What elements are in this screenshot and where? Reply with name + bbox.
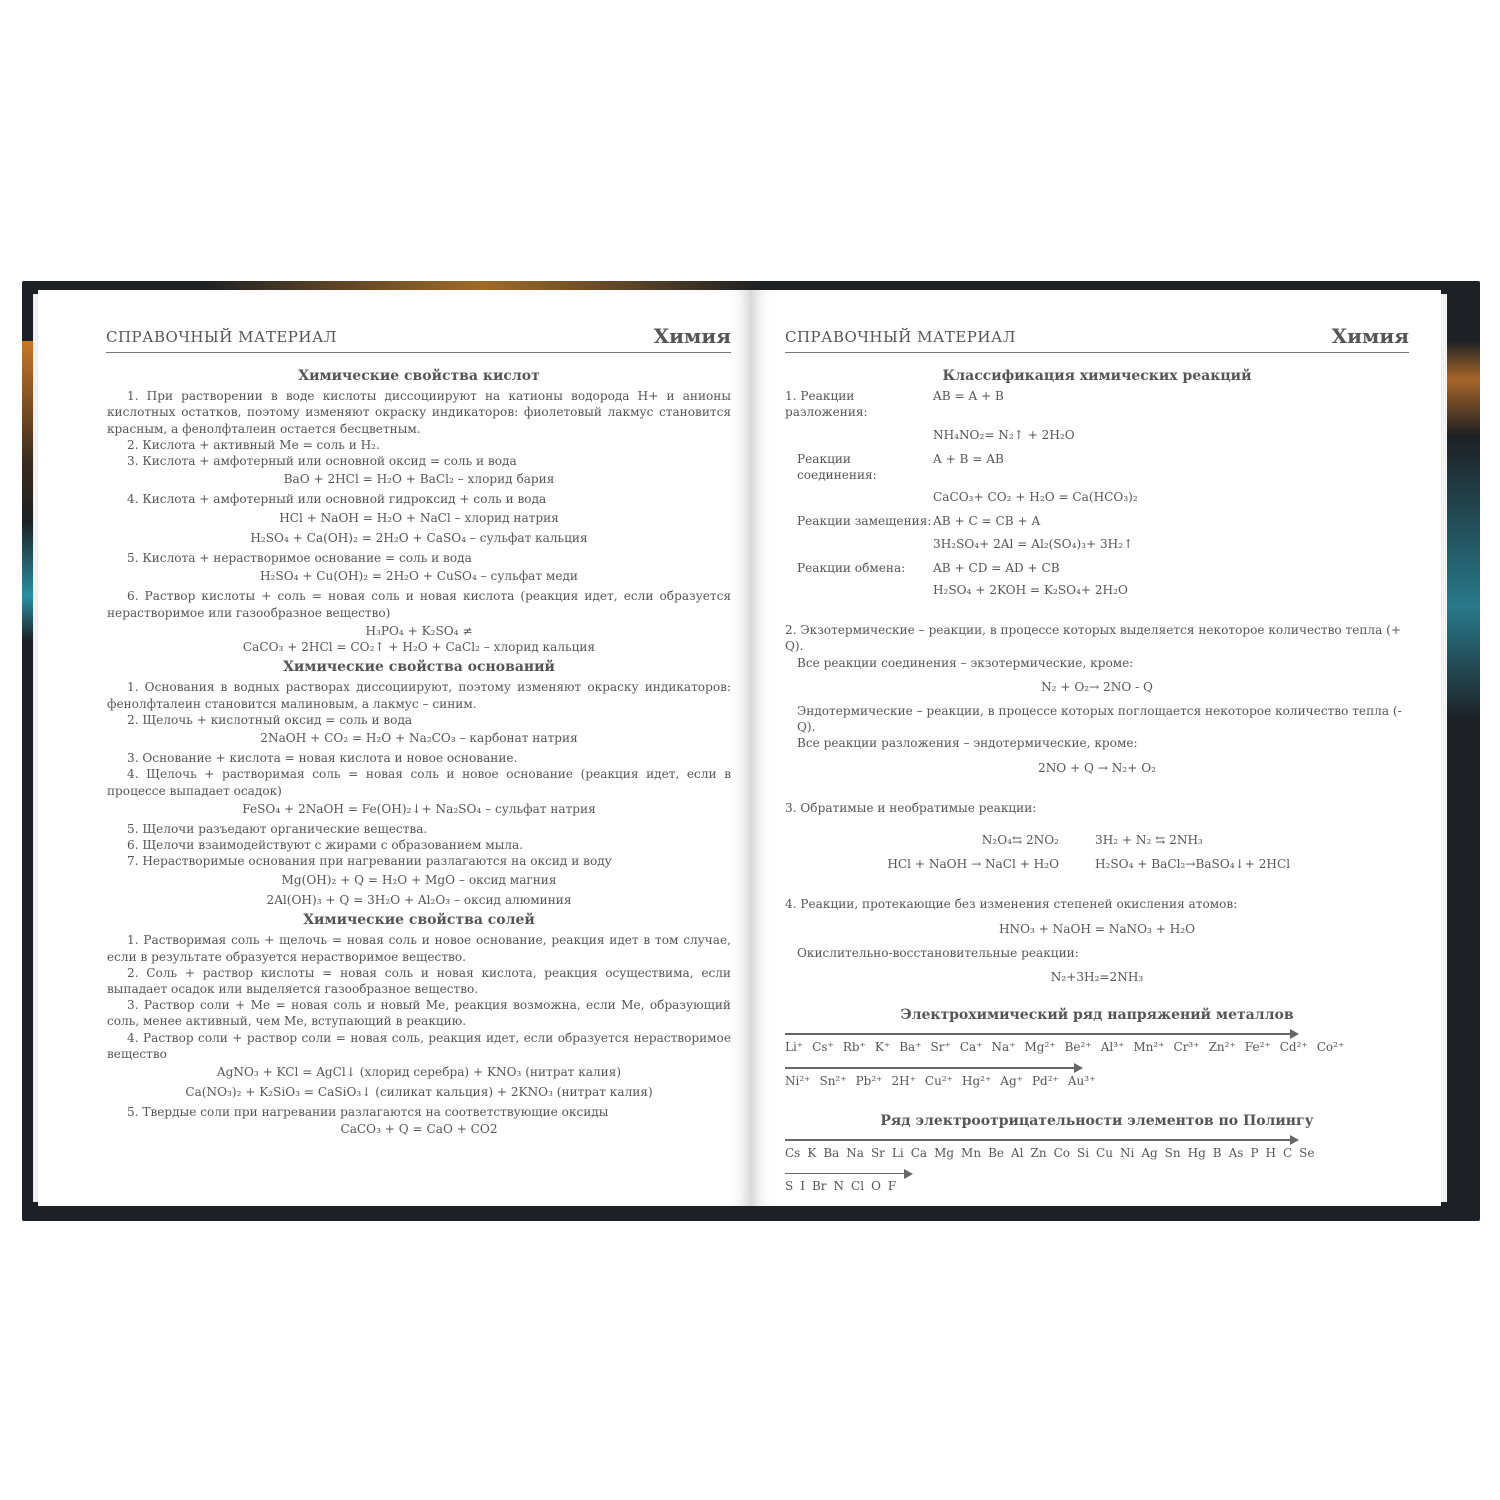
- element-symbol: F: [887, 1179, 897, 1194]
- element-symbol: Sn: [1164, 1145, 1181, 1160]
- section-title: Химические свойства кислот: [298, 368, 540, 384]
- page-header: [106, 326, 731, 353]
- paragraph: 2. Кислота + активный Ме = соль и H₂.: [127, 437, 380, 452]
- right-page: [751, 290, 1441, 1206]
- element-symbol: Ag: [1141, 1145, 1158, 1160]
- element-symbol: N: [833, 1179, 845, 1194]
- equation: FeSO₄ + 2NaOH = Fe(OH)₂↓+ Na₂SO₄ – сульфат натрия: [242, 801, 596, 816]
- paragraph: 1. Основания в водных растворах диссоциируют, поэтому изменяют окраску индикаторов: фенолфталеин становится малиновым, а лакмус – синим.: [107, 680, 731, 711]
- element-symbol: Br: [811, 1179, 827, 1194]
- element-symbol: Mg: [934, 1145, 955, 1160]
- element-symbol: K⁺: [874, 1039, 891, 1054]
- element-symbol: Hg: [1187, 1145, 1206, 1160]
- header-ref: СПРАВОЧНЫЙ МАТЕРИАЛ: [106, 328, 337, 346]
- element-symbol: Ca⁺: [959, 1039, 983, 1054]
- element-symbol: Sr⁺: [930, 1039, 951, 1054]
- equation: 3H₂ + N₂ ⇆ 2NH₃: [1095, 833, 1203, 848]
- element-symbol: Ni: [1119, 1145, 1135, 1160]
- metals-series: [785, 1039, 1409, 1055]
- paragraph: 3. Основание + кислота = новая кислота и новое основание.: [127, 751, 518, 766]
- equation: BaO + 2HCl = H₂O + BaCl₂ – хлорид бария: [283, 472, 555, 487]
- page-header: [785, 326, 1409, 353]
- paragraph: 5. Кислота + нерастворимое основание = соль и вода: [127, 551, 472, 566]
- element-symbol: Zn: [1030, 1145, 1047, 1160]
- element-symbol: Zn²⁺: [1208, 1039, 1236, 1054]
- element-symbol: Mn: [961, 1145, 982, 1160]
- paragraph: 1. При растворении в воде кислоты диссоциируют на катионы водорода H+ и анионы кислотных остатков, поэтому изменяют окраску индикаторов: фиолетовый лакмус становится красным, а фенолфталеин остается бесцветным.: [107, 389, 731, 436]
- paragraph: 2. Соль + раствор кислоты = новая соль и новая кислота, реакция осуществима, если выпадает осадок или выделяется газообразное вещество.: [107, 965, 731, 996]
- element-symbol: Mg²⁺: [1024, 1039, 1056, 1054]
- reaction-type: [785, 388, 1409, 420]
- equation: CaCO₃ + 2HCl = CO₂↑ + H₂O + CaCl₂ – хлорид кальция: [242, 640, 596, 655]
- element-symbol: Mn²⁺: [1133, 1039, 1165, 1054]
- element-symbol: K: [807, 1145, 817, 1160]
- reaction-scheme: AB = A + B: [933, 389, 1004, 404]
- paragraph: Все реакции соединения – экзотермические, кроме:: [797, 655, 1134, 670]
- equation-pair: [785, 832, 1409, 848]
- element-symbol: 2H⁺: [891, 1073, 916, 1088]
- reaction-label: Реакции замещения:: [797, 514, 932, 529]
- element-symbol: Fe²⁺: [1244, 1039, 1271, 1054]
- equation: H₃PO₄ + K₂SO₄ ≠: [365, 623, 473, 638]
- paragraph: 6. Раствор кислоты + соль = новая соль и новая кислота (реакция идет, если образуется нерастворимое или газообразное вещество): [107, 589, 731, 620]
- element-symbol: Cd²⁺: [1279, 1039, 1308, 1054]
- element-symbol: Co²⁺: [1316, 1039, 1345, 1054]
- metals-series: [785, 1073, 1409, 1089]
- reaction-scheme: AB + CD = AD + CB: [933, 560, 1060, 575]
- page-content: [107, 366, 731, 1141]
- section-title: Химические свойства солей: [303, 912, 535, 929]
- reaction-type: [785, 560, 1409, 576]
- paragraph: 1. Растворимая соль + щелочь = новая соль и новое основание, реакция идет в том случае, если в результате образуется нерастворимое вещество.: [107, 933, 731, 964]
- element-symbol: Cu²⁺: [924, 1073, 953, 1088]
- equation: CaCO₃ + Q = CaO + CO2: [340, 1121, 498, 1136]
- element-symbol: Ca: [910, 1145, 928, 1160]
- element-symbol: S: [785, 1179, 794, 1194]
- element-symbol: P: [1250, 1145, 1259, 1160]
- element-symbol: Sr: [870, 1145, 885, 1160]
- equation: Ca(NO₃)₂ + K₂SiO₃ = CaSiO₃↓ (силикат кальция) + 2KNO₃ (нитрат калия): [185, 1085, 653, 1100]
- element-symbol: Cs⁺: [812, 1039, 834, 1054]
- element-symbol: Cs: [785, 1145, 801, 1160]
- equation: Mg(OH)₂ + Q = H₂O + MgO – оксид магния: [281, 872, 557, 887]
- equation: NH₄NO₂= N₂↑ + 2H₂O: [933, 427, 1075, 442]
- element-symbol: Na: [846, 1145, 864, 1160]
- left-page: [38, 290, 751, 1206]
- element-symbol: C: [1282, 1145, 1293, 1160]
- element-symbol: Cr³⁺: [1173, 1039, 1200, 1054]
- equation: 2NaOH + CO₂ = H₂O + Na₂CO₃ – карбонат натрия: [260, 731, 578, 746]
- element-symbol: Be²⁺: [1064, 1039, 1092, 1054]
- page-edges: [1441, 294, 1447, 1202]
- element-symbol: Sn²⁺: [819, 1073, 847, 1088]
- element-symbol: B: [1212, 1145, 1222, 1160]
- section-title: Классификация химических реакций: [942, 368, 1252, 384]
- equation: HCl + NaOH → NaCl + H₂O: [887, 857, 1059, 872]
- reaction-scheme: AB + C = CB + A: [933, 514, 1041, 529]
- element-symbol: O: [871, 1179, 881, 1194]
- paragraph: 4. Щелочь + растворимая соль = новая соль и новое основание (реакция идет, если в процессе выпадает осадок): [107, 767, 731, 798]
- page-content: [785, 366, 1409, 1195]
- paragraph: 4. Раствор соли + раствор соли = новая соль, реакция идет, если образуется нерастворимое вещество: [107, 1030, 731, 1061]
- section-title: Химические свойства оснований: [283, 659, 555, 676]
- reaction-label: 1. Реакции разложения:: [785, 389, 868, 420]
- element-symbol: Ba: [823, 1145, 840, 1160]
- element-symbol: Ni²⁺: [785, 1073, 811, 1088]
- element-symbol: Ba⁺: [899, 1039, 922, 1054]
- equation: N₂+3H₂=2NH₃: [1050, 970, 1144, 985]
- element-symbol: Se: [1299, 1145, 1315, 1160]
- paragraph: 4. Кислота + амфотерный или основной гидроксид + соль и вода: [127, 492, 547, 507]
- equation: HCl + NaOH = H₂O + NaCl – хлорид натрия: [279, 510, 559, 525]
- equation: 2Al(OH)₃ + Q = 3H₂O + Al₂O₃ – оксид алюминия: [266, 892, 572, 907]
- equation: AgNO₃ + KCl = AgCl↓ (хлорид серебра) + KNO₃ (нитрат калия): [216, 1064, 622, 1079]
- element-symbol: Rb⁺: [842, 1039, 866, 1054]
- reaction-type: [785, 451, 1409, 483]
- element-symbol: Al: [1010, 1145, 1024, 1160]
- paragraph: 3. Раствор соли + Ме = новая соль и новый Ме, реакция возможна, если Ме, образующий соль, менее активный, чем Ме, вступающий в реакцию.: [107, 998, 731, 1029]
- paragraph: 5. Твердые соли при нагревании разлагаются на соответствующие оксиды: [127, 1105, 609, 1120]
- header-ref: СПРАВОЧНЫЙ МАТЕРИАЛ: [785, 328, 1016, 346]
- paragraph: 3. Кислота + амфотерный или основной оксид = соль и вода: [127, 454, 517, 469]
- paragraph: 7. Нерастворимые основания при нагревании разлагаются на оксид и воду: [127, 854, 612, 869]
- paragraph: 5. Щелочи разъедают органические вещества.: [127, 822, 428, 837]
- element-symbol: Co: [1053, 1145, 1070, 1160]
- reaction-type: [785, 513, 1409, 529]
- element-symbol: Na⁺: [991, 1039, 1016, 1054]
- arrow-icon: [785, 1067, 1081, 1069]
- electronegativity-series: [785, 1178, 1409, 1194]
- equation: CaCO₃+ CO₂ + H₂O = Ca(HCO₃)₂: [933, 490, 1138, 505]
- reaction-label: Реакции соединения:: [797, 451, 877, 483]
- section-title: Электрохимический ряд напряжений металлов: [900, 1007, 1294, 1024]
- element-symbol: Cl: [851, 1179, 865, 1194]
- equation: HNO₃ + NaOH = NaNO₃ + H₂O: [998, 921, 1196, 936]
- reaction-label: Реакции обмена:: [797, 560, 906, 575]
- paragraph: 3. Обратимые и необратимые реакции:: [785, 800, 1037, 815]
- header-subject: Химия: [1331, 324, 1409, 348]
- paragraph: Окислительно-восстановительные реакции:: [797, 945, 1079, 960]
- element-symbol: Li: [891, 1145, 904, 1160]
- equation: 2NO + Q → N₂+ O₂: [1038, 760, 1156, 775]
- paragraph: 4. Реакции, протекающие без изменения степеней окисления атомов:: [785, 897, 1238, 912]
- equation: H₂SO₄ + Ca(OH)₂ = 2H₂O + CaSO₄ – сульфат кальция: [250, 530, 588, 545]
- element-symbol: Pd²⁺: [1031, 1073, 1059, 1088]
- reaction-scheme: A + B = AB: [933, 451, 1004, 466]
- arrow-icon: [785, 1033, 1297, 1035]
- element-symbol: Ag⁺: [1000, 1073, 1023, 1088]
- element-symbol: I: [800, 1179, 805, 1194]
- element-symbol: Pb²⁺: [855, 1073, 883, 1088]
- paragraph: 2. Щелочь + кислотный оксид = соль и вода: [127, 712, 413, 727]
- arrow-icon: [785, 1173, 911, 1175]
- element-symbol: Si: [1076, 1145, 1090, 1160]
- paragraph: Все реакции разложения – эндотермические, кроме:: [797, 736, 1138, 751]
- equation: H₂SO₄ + Cu(OH)₂ = 2H₂O + CuSO₄ – сульфат меди: [260, 569, 578, 584]
- equation: N₂O₄⇆ 2NO₂: [981, 833, 1059, 848]
- paragraph: 2. Экзотермические – реакции, в процессе которых выделяется некоторое количество тепла (+ Q).: [785, 623, 1402, 654]
- equation: H₂SO₄ + 2KOH = K₂SO₄+ 2H₂O: [933, 583, 1128, 598]
- element-symbol: As: [1228, 1145, 1244, 1160]
- element-symbol: Hg²⁺: [961, 1073, 992, 1088]
- element-symbol: Cu: [1096, 1145, 1113, 1160]
- equation: H₂SO₄ + BaCl₂→BaSO₄↓+ 2HCl: [1095, 857, 1291, 872]
- header-subject: Химия: [653, 324, 731, 348]
- electronegativity-series: [785, 1145, 1409, 1161]
- element-symbol: Au³⁺: [1067, 1073, 1096, 1088]
- section-title: Ряд электроотрицательности элементов по Полингу: [880, 1112, 1314, 1129]
- arrow-icon: [785, 1139, 1297, 1141]
- paragraph: 6. Щелочи взаимодействуют с жирами с образованием мыла.: [127, 838, 524, 853]
- equation-pair: [785, 856, 1409, 872]
- paragraph: Эндотермические – реакции, в процессе которых поглощается некоторое количество тепла (- Q).: [797, 704, 1402, 735]
- equation: 3H₂SO₄+ 2Al = Al₂(SO₄)₃+ 3H₂↑: [933, 536, 1134, 551]
- element-symbol: H: [1265, 1145, 1276, 1160]
- equation: N₂ + O₂→ 2NO - Q: [1041, 679, 1153, 694]
- element-symbol: Be: [988, 1145, 1004, 1160]
- element-symbol: Al³⁺: [1100, 1039, 1125, 1054]
- element-symbol: Li⁺: [785, 1039, 804, 1054]
